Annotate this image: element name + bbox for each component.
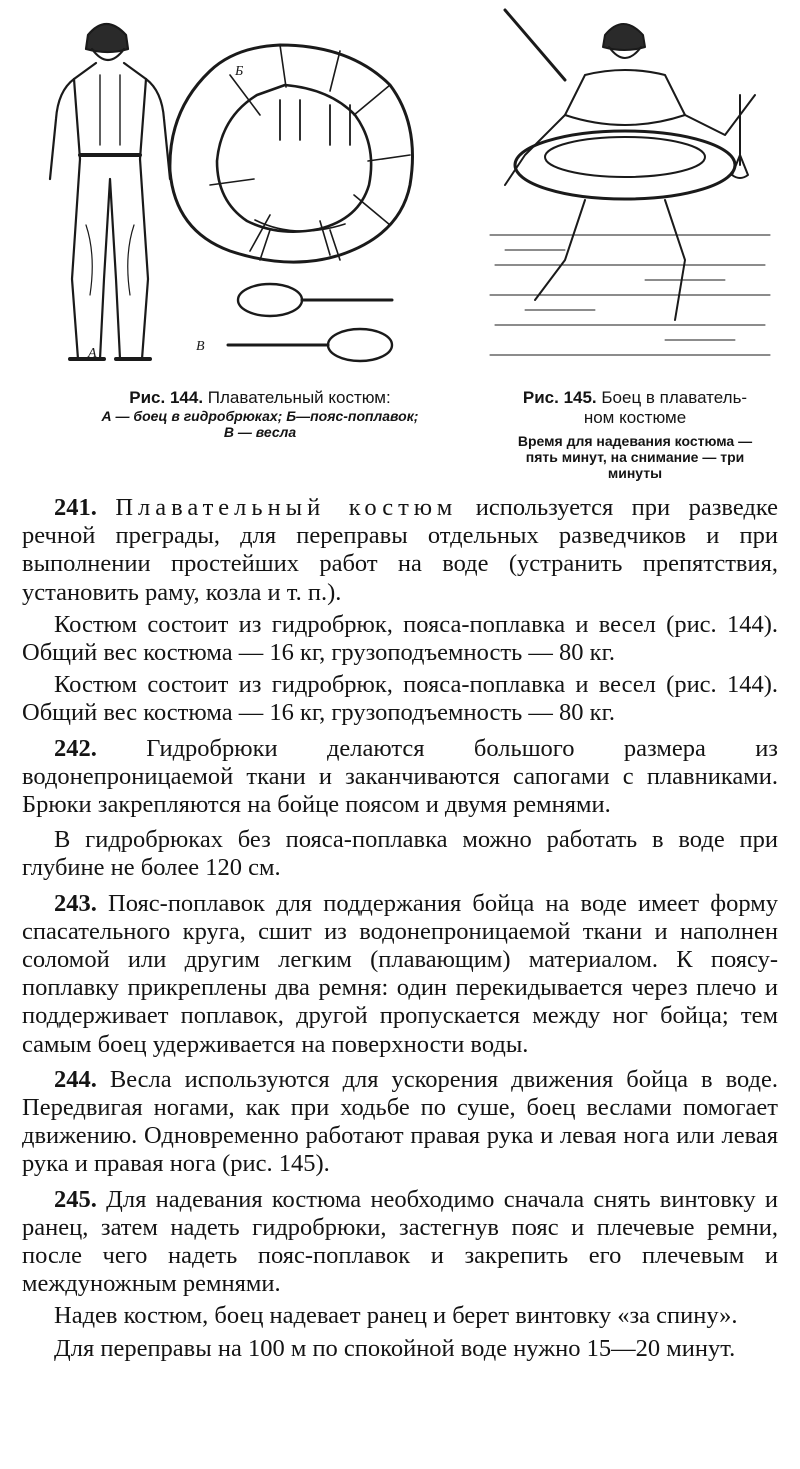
fig144-legend-line2: В — весла (223, 423, 297, 440)
figure-145-illustration (485, 5, 775, 375)
fig145-note-line3: минуты (607, 465, 663, 482)
paragraph-243-number: 243. (54, 889, 97, 917)
fig144-title: Плавательный костюм: (207, 388, 391, 407)
paragraph-241-composition-repeat: Костюм состоит из гидробрюк, пояса-поплавка и весел (рис. 144). Общий вес костюма — 16 кг, грузоподъемность — 80 кг. (22, 671, 778, 727)
paragraph-244-text: Весла используются для ускорения движения бойца в воде. Передвигая ногами, как при ходьбе по суше, боец веслами помогает движению. Одновременно работают правая рука и левая нога или левая рука и правая нога (рис. 145). (22, 1065, 778, 1178)
paragraph-242-text: Гидробрюки делаются большого размера из водонепроницаемой ткани и заканчиваются сапогами с плавниками. Брюки закрепляются на бойце поясом и двумя ремнями. (22, 734, 778, 819)
paragraph-244-number: 244. (54, 1065, 97, 1093)
paragraph-241-text: используется при разведке речной преграды, для переправы отдельных разведчиков и при выполнении простейших работ на воде (устранить препятствия, установить раму, козла и т. п.). (22, 494, 779, 606)
fig144-title-prefix: Рис. 144. (129, 388, 204, 407)
soldier-in-waders-drawing (50, 24, 170, 359)
fig144-label-a: А (88, 346, 97, 361)
paragraph-244 (22, 1066, 778, 1179)
paragraph-241-lead: Плавательный костюм (115, 494, 458, 521)
paragraph-242-depth: В гидробрюках без пояса-поплавка можно работать в воде при глубине не более 120 см. (22, 826, 778, 882)
fig145-note-line1: Время для надевания костюма — (517, 433, 753, 450)
paragraph-245-number: 245. (54, 1185, 97, 1213)
fig145-title-1: Боец в плаватель- (601, 388, 748, 407)
paragraph-241-number: 241. (54, 494, 97, 521)
fig144-legend-line1: А — боец в гидробрюках; Б—пояс-поплавок; (101, 407, 419, 424)
paragraph-241 (22, 494, 778, 607)
body-text (22, 494, 778, 1367)
fig145-title-line1 (480, 388, 790, 408)
paragraph-245-text: Для надевания костюма необходимо сначала снять винтовку и ранец, затем надеть гидробрюки, застегнув пояс и плечевые ремни, после чего надеть пояс-поплавок и закрепить его плечевым и междуножным ремнями. (22, 1185, 778, 1298)
paragraph-243 (22, 890, 778, 1059)
figures-area (0, 0, 800, 490)
paragraph-243-text: Пояс-поплавок для поддержания бойца на воде имеет форму спасательного круга, сшит из водонепроницаемой ткани и наполнен соломой или другим легким (плавающим) материалом. К поясу-поплавку прикреплены два ремня: один перекидывается через плечо и поддерживает поплавок, другой пропускается между ног бойца; тем самым боец удерживается на поверхности воды. (22, 889, 778, 1058)
fig144-title-line (60, 388, 460, 408)
figure-145-caption (480, 388, 790, 481)
paragraph-241-composition: Костюм состоит из гидробрюк, пояса-поплавка и весел (рис. 144). Общий вес костюма — 16 кг, грузоподъемность — 80 кг. (22, 610, 778, 667)
paragraph-242 (22, 735, 778, 820)
figure-144-illustration (30, 5, 450, 375)
fig144-label-b: Б (235, 64, 244, 79)
fig145-title-prefix: Рис. 145. (522, 388, 597, 407)
fig144-label-v: В (196, 339, 205, 354)
paragraph-242-number: 242. (54, 734, 97, 762)
paddles-drawing (228, 284, 392, 361)
figure-144-caption (60, 388, 460, 440)
fig145-title-line2: ном костюме (583, 407, 687, 427)
paragraph-245-crossing-time: Для переправы на 100 м по спокойной воде нужно 15—20 минут. (54, 1334, 736, 1362)
float-ring-drawing (170, 45, 413, 262)
paragraph-245 (22, 1186, 778, 1299)
paragraph-245-backpack: Надев костюм, боец надевает ранец и берет винтовку «за спину». (54, 1302, 738, 1330)
fig145-note-line2: пять минут, на снимание — три (525, 449, 745, 466)
